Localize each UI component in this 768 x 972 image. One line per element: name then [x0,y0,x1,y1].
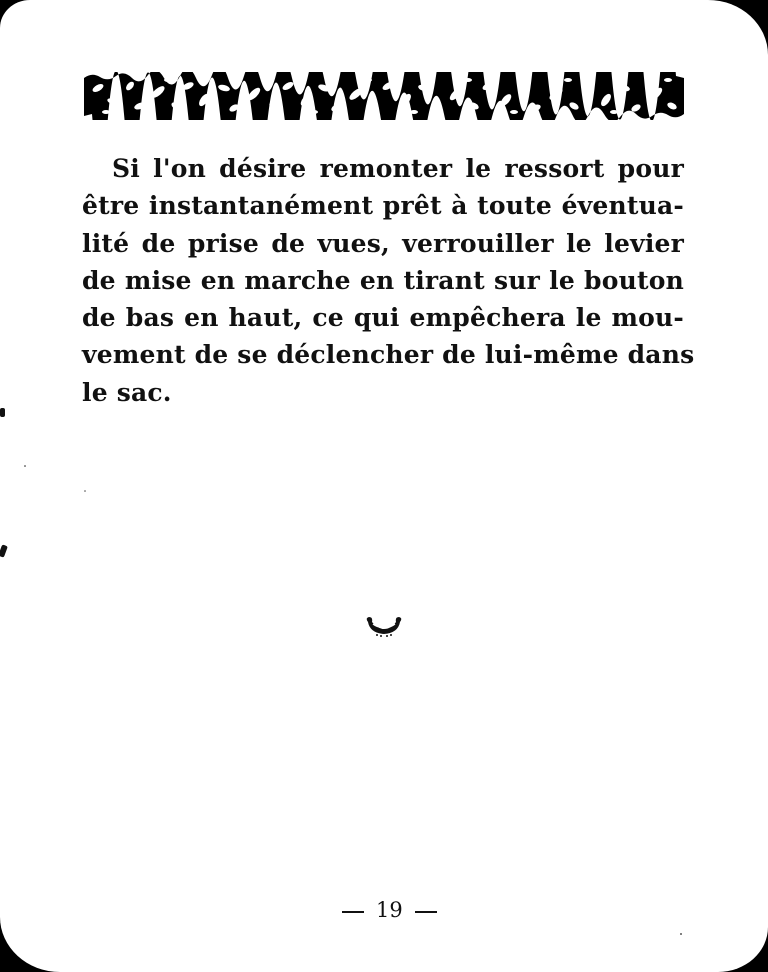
ink-speck [0,408,5,417]
floral-band-ornament-icon [84,72,684,120]
paragraph-line: être instantanément prêt à toute éventua- [82,191,684,221]
paragraph-line: de bas en haut, ce qui empêchera le mou- [82,303,684,333]
paragraph-line: le sac. [82,377,172,407]
page-number-value: 19 [376,898,403,922]
cul-de-lampe-flourish-icon [364,614,404,640]
paragraph-line: lité de prise de vues, verrouiller le levier [82,228,684,258]
body-paragraph [82,150,695,411]
paragraph-line: vement de se déclencher de lui-même dans [82,340,695,370]
ink-speck [24,465,26,467]
dash-left [342,911,364,913]
paragraph-line: Si l'on désire remonter le ressort pour [112,154,684,183]
ink-speck [680,933,682,935]
ink-speck [0,544,8,557]
page-number [330,898,438,922]
paragraph-line: de mise en marche en tirant sur le bouton [82,265,684,295]
ink-speck [84,490,86,492]
dash-right [415,911,437,913]
